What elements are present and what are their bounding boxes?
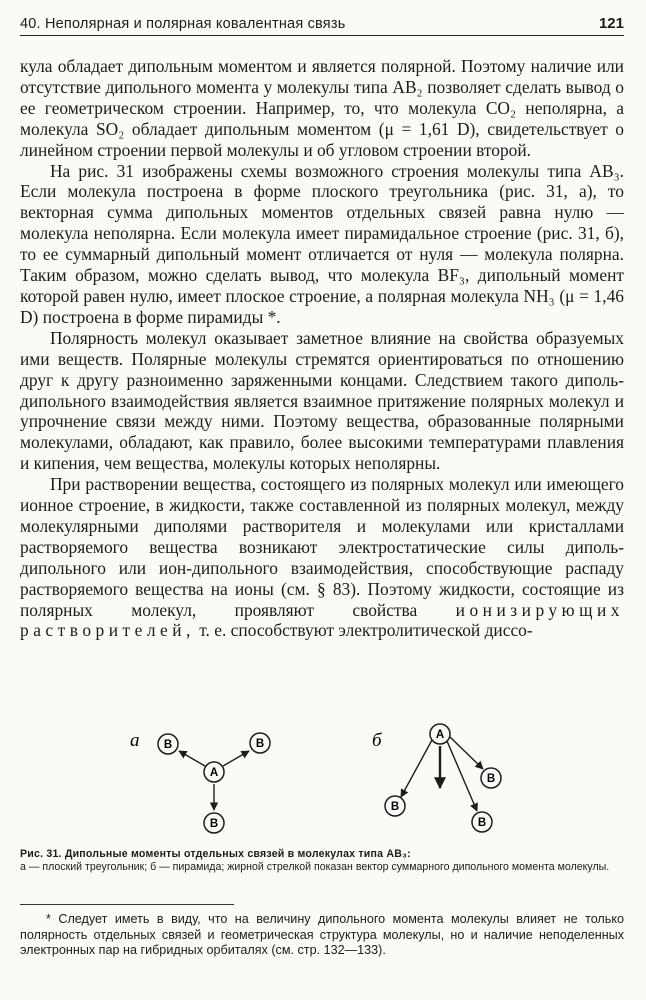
bond-a-right — [223, 751, 249, 766]
atom-a-bottom — [204, 813, 224, 833]
atom-a-left — [158, 734, 178, 754]
running-head — [20, 10, 624, 36]
paragraph-2: На рис. 31 изображены схемы возможного строения молекулы типа AB₃. Если молекула построена в форме плоского треугольника (рис. 31, а), то векторная сумма дипольных моментов отдельных связей равна нулю — молекула неполярна. Если молекула имеет пирамидальное строение (рис. 31, б), то ее суммарный дипольный момент отличается от нуля — молекула полярна. Таким образом, можно сделать вывод, что молекула BF₃, дипольный момент которой равен нулю, имеет плоское строение, а полярная молекула NH₃ (μ = 1,46 D) построена в форме пирамиды *. — [20, 160, 624, 327]
atom-a-right-label: B — [255, 738, 265, 750]
atom-a-center-label: A — [209, 767, 219, 779]
atom-b-left-label: B — [390, 801, 400, 813]
label-a: а — [130, 730, 140, 751]
label-b: б — [372, 730, 382, 751]
paragraph-4 — [20, 474, 624, 641]
atom-b-right-label: B — [486, 773, 496, 785]
main-text — [20, 56, 624, 641]
footnote-text: * Следует иметь в виду, что на величину дипольного момента молекулы влияет не только полярность отдельных связей и геометрическая структура молекулы, но и наличие неподеленных электронных пар на гибридных орбиталях (см. стр. 132—133). — [20, 912, 624, 958]
atom-a-left-label: B — [163, 739, 173, 751]
atom-b-left — [385, 796, 405, 816]
figure-31 — [110, 722, 530, 844]
bond-b-left — [401, 740, 432, 797]
atom-b-bottom-label: B — [477, 817, 487, 829]
footnote — [20, 912, 624, 959]
dipole-diagram — [110, 722, 530, 844]
paragraph-1: кула обладает дипольным моментом и является полярной. Поэтому наличие или отсутствие дипольного момента у молекулы типа AB₂ позволяет сделать вывод о ее геометрическом строении. Например, то, что молекула CO₂ неполярна, а молекула SO₂ обладает дипольным моментом (μ = 1,61 D), свидетельствует о линейном строении первой молекулы и об угловом строении второй. — [20, 56, 624, 160]
section-title: 40. Неполярная и полярная ковалентная связь — [20, 16, 346, 32]
atom-a-bottom-label: B — [209, 818, 219, 830]
atom-b-bottom — [472, 812, 492, 832]
atom-a-right — [250, 733, 270, 753]
caption-title: Рис. 31. Дипольные моменты отдельных связей в молекулах типа AB₃: — [20, 848, 411, 860]
page-number: 121 — [598, 15, 624, 32]
atom-b-center-label: A — [435, 729, 445, 741]
bond-a-left — [179, 751, 205, 766]
emphasized-term: ионизирующих растворителей, — [20, 599, 624, 641]
atom-b-right — [481, 768, 501, 788]
paragraph-4-end: т. е. способствуют электролитической диссо- — [199, 620, 533, 641]
footnote-divider — [20, 904, 234, 905]
atom-a-center — [204, 762, 224, 782]
paragraph-3: Полярность молекул оказывает заметное влияние на свойства образуемых ими веществ. Полярные молекулы стремятся ориентироваться по отношению друг к другу разноименно заряженными концами. Следствием такого диполь-дипольного взаимодействия является взаимное притяжение полярных молекул и упрочнение связи между ними. Поэтому вещества, образованные полярными молекулами, обладают, как правило, более высокими температурами плавления и кипения, чем вещества, молекулы которых неполярны. — [20, 327, 624, 474]
paragraph-4-start: При растворении вещества, состоящего из полярных молекул или имеющего ионное строение, в жидкости, также составленной из полярных молекул, между молекулярными диполями растворителя и молекулами или кристаллами растворяемого вещества возникают электростатические силы диполь-дипольного или ион-дипольного взаимодействия, способствующие распаду растворяемого вещества на ионы (см. § 83). Поэтому жидкости, состоящие из полярных молекул, проявляют свойства — [20, 474, 624, 620]
bond-b-bottom-right — [447, 741, 477, 811]
caption-text: а — плоский треугольник; б — пирамида; жирной стрелкой показан вектор суммарного дипольного момента молекулы. — [20, 861, 610, 873]
figure-caption — [20, 848, 624, 874]
bond-b-right — [450, 737, 483, 769]
atom-b-center — [430, 724, 450, 744]
